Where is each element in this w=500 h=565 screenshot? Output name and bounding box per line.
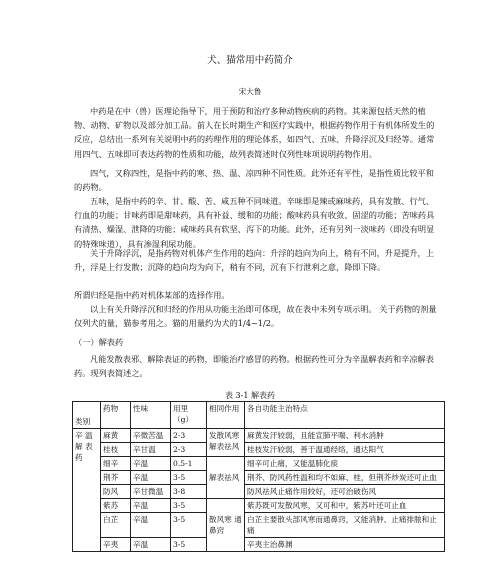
section-intro: 凡能发散表邪、解除表证的药物，即能治疗感冒的药物。根据药性可分为辛温解表药和辛凉解表药。现列表简述之。 [74, 354, 434, 379]
document-title: 犬、猫常用中药简介 [207, 55, 293, 66]
common-cell: 解表祛风 [207, 457, 245, 499]
table-row [73, 538, 445, 552]
drug-cell: 细辛 [101, 457, 131, 471]
dose-cell: 3-5 [171, 471, 207, 485]
common-cell: 发散风寒 解表祛风 [207, 429, 245, 457]
nature-cell: 辛甘温 [131, 443, 171, 457]
nature-cell: 辛甘微温 [131, 485, 171, 499]
author: 宋大鲁 [238, 87, 262, 96]
header-common: 相同作用 [207, 402, 245, 429]
table-row [73, 443, 445, 457]
drug-cell: 防风 [101, 485, 131, 499]
drug-cell: 辛夷 [101, 538, 131, 552]
drug-cell: 桂枝 [101, 443, 131, 457]
section-heading: （一）解表药 [74, 337, 124, 347]
table-caption: 表 3-1 解表药 [225, 391, 275, 400]
drug-cell: 紫苏 [101, 499, 131, 513]
paragraph-dosage: 以上有关升降浮沉和归经的作用从功能主治即可体现，故在表中未列专项示明。 关于药物的剂量仅列犬的量，猫参考用之。猫的用量约为犬的1/4~1/2。 [74, 304, 437, 329]
header-drug: 药物 [101, 402, 131, 429]
dose-cell: 3-5 [171, 513, 207, 538]
indication-cell: 紫苏既可发散风寒，又可和中，紫苏叶还可止血 [245, 499, 445, 513]
indication-cell: 桂枝发汗较弱，善于温通经络，通达阳气 [245, 443, 445, 457]
dose-cell: 3-5 [171, 538, 207, 552]
paragraph-intro: 中药是在中（兽）医理论指导下，用于预防和治疗多种动物疾病的药物。其来源包括天然的植物、动物、矿物以及部分加工品。前人在长时期生产和医疗实践中，根据药物作用于有机体所发生的反应，总结出一系列有关说明中药的药理作用的理论体系，如四气、五味、升降浮沉及归经等。通常用四气、五味即可表达药物的性质和功能，故列表简述时仅列性味项说明药物作用。 [74, 106, 435, 159]
table-row [73, 471, 445, 485]
dose-cell: 3-8 [171, 485, 207, 499]
category-cell: 辛 温解 表药 [73, 429, 101, 552]
table-row [73, 485, 445, 499]
common-cell: 散风寒 通鼻窍 [207, 499, 245, 552]
dose-cell: 3-5 [171, 499, 207, 513]
indication-cell: 辛夷主治鼻渊 [245, 538, 445, 552]
nature-cell: 辛微苦温 [131, 429, 171, 443]
drug-cell: 麻黄 [101, 429, 131, 443]
nature-cell: 辛温 [131, 457, 171, 471]
dose-cell: 2-3 [171, 429, 207, 443]
table-row [73, 429, 445, 443]
header-nature: 性味 [131, 402, 171, 429]
paragraph-meridian: 所谓归经是指中药对机体某部的选择作用。 [74, 290, 230, 300]
paragraph-five-flavors: 五味，是指中药的辛、甘、酸、苦、咸五种不同味道。辛味即是辣或麻味药，具有发散、行气、行血的功能；甘味药即是甜味药，具有补益、缓和的功能；酸味药具有收敛、固涩的功能；苦味药具有清热、燥湿、泄降的功能；咸味药具有软坚、泻下的功能。此外，还有另列一淡味药（即没有明显的特殊味道），具有渗湿利尿功能。 [74, 196, 435, 249]
herb-table [72, 401, 445, 552]
paragraph-four-qi: 四气，又称四性，是指中药的寒、热、温、凉四种不同性质。此外还有平性，是指性质比较平和的药物。 [74, 168, 434, 193]
table-header-row [73, 402, 445, 429]
drug-cell: 白芷 [101, 513, 131, 538]
header-dose: 用里（g） [171, 402, 207, 429]
nature-cell: 辛温 [131, 513, 171, 538]
header-category: 类别 [73, 402, 101, 429]
table-row [73, 499, 445, 513]
nature-cell: 辛温 [131, 538, 171, 552]
table-row [73, 513, 445, 538]
indication-cell: 防风祛风止痛作用较好，还可治破伤风 [245, 485, 445, 499]
dose-cell: 0.5-1 [171, 457, 207, 471]
dose-cell: 2-3 [171, 443, 207, 457]
table-row [73, 457, 445, 471]
nature-cell: 辛温 [131, 471, 171, 485]
indication-cell: 麻黄发汗较弱，且能宣肺平喘、利水消肿 [245, 429, 445, 443]
header-indication: 各自功能主治特点 [245, 402, 445, 429]
nature-cell: 辛温 [131, 499, 171, 513]
indication-cell: 白芷主要散头部风寒而通鼻窍，又能消肿、止痛排脓和止痛 [245, 513, 445, 538]
indication-cell: 荆芥、防风药性温和均不如麻、桂，但荆芥炒炭还可止血 [245, 471, 445, 485]
paragraph-rise-fall: 关于升降浮沉，是指药物对机体产生作用的趋向：升浮的趋向为向上，稍有不同，升是提升，上升，浮是上行发散；沉降的趋向均为向下，稍有不同，沉有下行泄利之意，降即下降。 [74, 248, 434, 273]
indication-cell: 细辛可止痛，又能温肺化痰 [245, 457, 445, 471]
drug-cell: 荆芥 [101, 471, 131, 485]
